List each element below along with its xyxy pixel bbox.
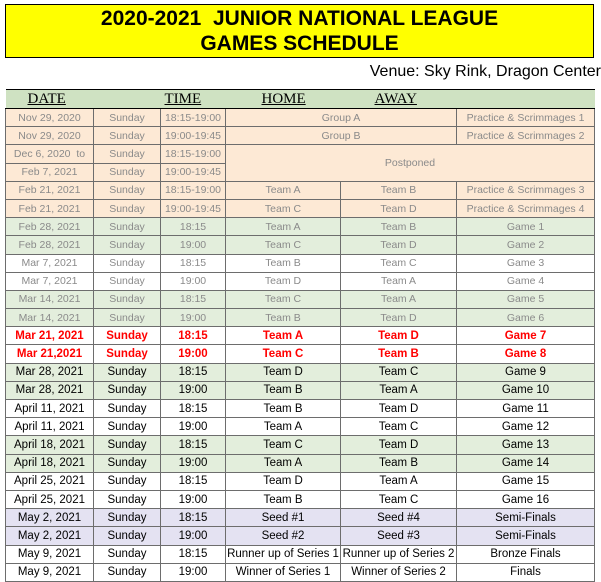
cell-game: Game 1 [457,218,595,236]
cell-time: 18:15-19:00 [161,109,226,127]
cell-date: May 9, 2021 [6,545,94,563]
cell-time: 18:15-19:00 [161,145,226,163]
cell-away: Seed #4 [341,509,457,527]
cell-date: Nov 29, 2020 [6,127,94,145]
cell-date: May 2, 2021 [6,509,94,527]
cell-date: April 25, 2021 [6,490,94,508]
cell-home: Team C [226,436,341,454]
cell-day: Sunday [94,436,161,454]
cell-home: Team D [226,363,341,381]
cell-time: 19:00-19:45 [161,127,226,145]
cell-time: 18:15 [161,290,226,308]
cell-away: Team B [341,181,457,199]
cell-time: 19:00 [161,381,226,399]
cell-day: Sunday [94,309,161,327]
table-row [6,109,595,127]
cell-day: Sunday [94,363,161,381]
cell-time: 18:15-19:00 [161,181,226,199]
cell-day: Sunday [94,545,161,563]
cell-day: Sunday [94,345,161,363]
cell-home: Team B [226,381,341,399]
cell-date: Mar 14, 2021 [6,309,94,327]
table-row [6,218,595,236]
cell-home: Team B [226,309,341,327]
cell-date: Feb 28, 2021 [6,236,94,254]
table-row [6,236,595,254]
cell-game: Game 12 [457,418,595,436]
cell-away: Team A [341,290,457,308]
table-row [6,345,595,363]
cell-time: 19:00 [161,490,226,508]
table-row [6,472,595,490]
cell-date: Feb 7, 2021 [6,163,94,181]
cell-day: Sunday [94,199,161,217]
cell-away: Team D [341,400,457,418]
cell-home: Team A [226,418,341,436]
cell-away: Team D [341,236,457,254]
cell-game: Game 8 [457,345,595,363]
cell-day: Sunday [94,254,161,272]
cell-away: Team A [341,381,457,399]
header-away: AWAY [341,90,457,109]
cell-away: Team C [341,363,457,381]
cell-day: Sunday [94,163,161,181]
cell-away: Seed #3 [341,527,457,545]
cell-game: Game 7 [457,327,595,345]
table-row [6,563,595,581]
cell-date: Mar 21, 2021 [6,327,94,345]
cell-date: Mar 14, 2021 [6,290,94,308]
cell-date: Mar 21,2021 [6,345,94,363]
header-day [94,90,161,109]
cell-home: Team C [226,236,341,254]
cell-day: Sunday [94,327,161,345]
cell-time: 19:00 [161,345,226,363]
header-time: TIME [161,90,226,109]
cell-day: Sunday [94,236,161,254]
cell-home: Runner up of Series 1 [226,545,341,563]
table-row [6,418,595,436]
cell-day: Sunday [94,509,161,527]
cell-home: Team A [226,454,341,472]
cell-game: Game 9 [457,363,595,381]
table-row [6,272,595,290]
cell-away: Team B [341,218,457,236]
cell-time: 18:15 [161,509,226,527]
cell-game: Finals [457,563,595,581]
schedule-title [5,4,594,58]
cell-date: May 9, 2021 [6,563,94,581]
cell-home: Team C [226,290,341,308]
cell-game: Game 10 [457,381,595,399]
cell-home: Team A [226,181,341,199]
cell-time: 19:00 [161,236,226,254]
cell-date: Mar 7, 2021 [6,272,94,290]
cell-day: Sunday [94,290,161,308]
cell-time: 18:15 [161,327,226,345]
cell-date: April 25, 2021 [6,472,94,490]
table-row [6,490,595,508]
cell-date: Feb 21, 2021 [6,181,94,199]
cell-day: Sunday [94,527,161,545]
header-row [6,90,595,109]
cell-day: Sunday [94,145,161,163]
table-row [6,363,595,381]
cell-game: Game 14 [457,454,595,472]
cell-game: Game 3 [457,254,595,272]
cell-home: Team B [226,254,341,272]
cell-date: Mar 7, 2021 [6,254,94,272]
cell-home: Team A [226,218,341,236]
cell-day: Sunday [94,418,161,436]
header-date: DATE [6,90,94,109]
cell-away: Team A [341,272,457,290]
cell-away: Team D [341,199,457,217]
cell-date: April 18, 2021 [6,436,94,454]
cell-date: May 2, 2021 [6,527,94,545]
cell-game: Practice & Scrimmages 3 [457,181,595,199]
cell-game: Practice & Scrimmages 1 [457,109,595,127]
cell-game: Game 6 [457,309,595,327]
cell-game: Semi-Finals [457,527,595,545]
cell-time: 19:00 [161,272,226,290]
cell-date: Feb 28, 2021 [6,218,94,236]
cell-time: 19:00 [161,563,226,581]
cell-time: 19:00 [161,418,226,436]
cell-game: Bronze Finals [457,545,595,563]
cell-time: 18:15 [161,400,226,418]
cell-game: Game 13 [457,436,595,454]
title-line-1: 2020-2021 JUNIOR NATIONAL LEAGUE [100,7,499,30]
cell-home: Team B [226,490,341,508]
table-row [6,309,595,327]
table-row [6,509,595,527]
cell-day: Sunday [94,218,161,236]
table-row [6,545,595,563]
postponed-cell: Postponed [226,145,595,181]
cell-away: Runner up of Series 2 [341,545,457,563]
cell-day: Sunday [94,109,161,127]
cell-time: 19:00 [161,309,226,327]
cell-date: Nov 29, 2020 [6,109,94,127]
cell-date: April 11, 2021 [6,400,94,418]
cell-home: Seed #2 [226,527,341,545]
cell-day: Sunday [94,563,161,581]
cell-game: Practice & Scrimmages 2 [457,127,595,145]
cell-date: Dec 6, 2020 to [6,145,94,163]
table-row [6,145,595,163]
cell-time: 18:15 [161,218,226,236]
cell-group: Group A [226,109,457,127]
venue-label: Venue: Sky Rink, Dragon Center [369,63,601,80]
cell-game: Game 16 [457,490,595,508]
cell-day: Sunday [94,181,161,199]
cell-date: April 11, 2021 [6,418,94,436]
cell-away: Team B [341,454,457,472]
cell-time: 18:15 [161,545,226,563]
cell-time: 18:15 [161,254,226,272]
cell-game: Game 4 [457,272,595,290]
cell-date: Mar 28, 2021 [6,381,94,399]
cell-time: 18:15 [161,436,226,454]
cell-away: Team D [341,436,457,454]
cell-date: Feb 21, 2021 [6,199,94,217]
cell-time: 18:15 [161,363,226,381]
cell-day: Sunday [94,127,161,145]
table-row [6,290,595,308]
cell-home: Team C [226,199,341,217]
cell-day: Sunday [94,381,161,399]
table-row [6,400,595,418]
cell-home: Team D [226,472,341,490]
cell-game: Game 11 [457,400,595,418]
cell-home: Team B [226,400,341,418]
cell-date: April 18, 2021 [6,454,94,472]
table-row [6,127,595,145]
cell-away: Team B [341,345,457,363]
cell-away: Team A [341,472,457,490]
cell-game: Practice & Scrimmages 4 [457,199,595,217]
table-row [6,381,595,399]
header-game [457,90,595,109]
title-line-2: GAMES SCHEDULE [200,32,399,55]
cell-day: Sunday [94,400,161,418]
cell-game: Game 2 [457,236,595,254]
schedule-table [5,89,595,582]
cell-home: Team C [226,345,341,363]
cell-date: Mar 28, 2021 [6,363,94,381]
cell-home: Team D [226,272,341,290]
cell-time: 19:00 [161,454,226,472]
cell-day: Sunday [94,490,161,508]
cell-away: Winner of Series 2 [341,563,457,581]
cell-away: Team C [341,418,457,436]
cell-game: Game 5 [457,290,595,308]
header-home: HOME [226,90,341,109]
cell-day: Sunday [94,454,161,472]
cell-time: 18:15 [161,472,226,490]
cell-time: 19:00-19:45 [161,199,226,217]
table-row [6,199,595,217]
cell-away: Team D [341,309,457,327]
cell-time: 19:00 [161,527,226,545]
cell-away: Team C [341,490,457,508]
cell-day: Sunday [94,272,161,290]
cell-day: Sunday [94,472,161,490]
table-row [6,181,595,199]
cell-game: Game 15 [457,472,595,490]
table-row [6,254,595,272]
cell-home: Seed #1 [226,509,341,527]
table-row [6,327,595,345]
cell-away: Team D [341,327,457,345]
cell-home: Team A [226,327,341,345]
cell-group: Group B [226,127,457,145]
cell-home: Winner of Series 1 [226,563,341,581]
cell-away: Team C [341,254,457,272]
cell-time: 19:00-19:45 [161,163,226,181]
table-row [6,454,595,472]
cell-game: Semi-Finals [457,509,595,527]
table-row [6,527,595,545]
table-row [6,436,595,454]
